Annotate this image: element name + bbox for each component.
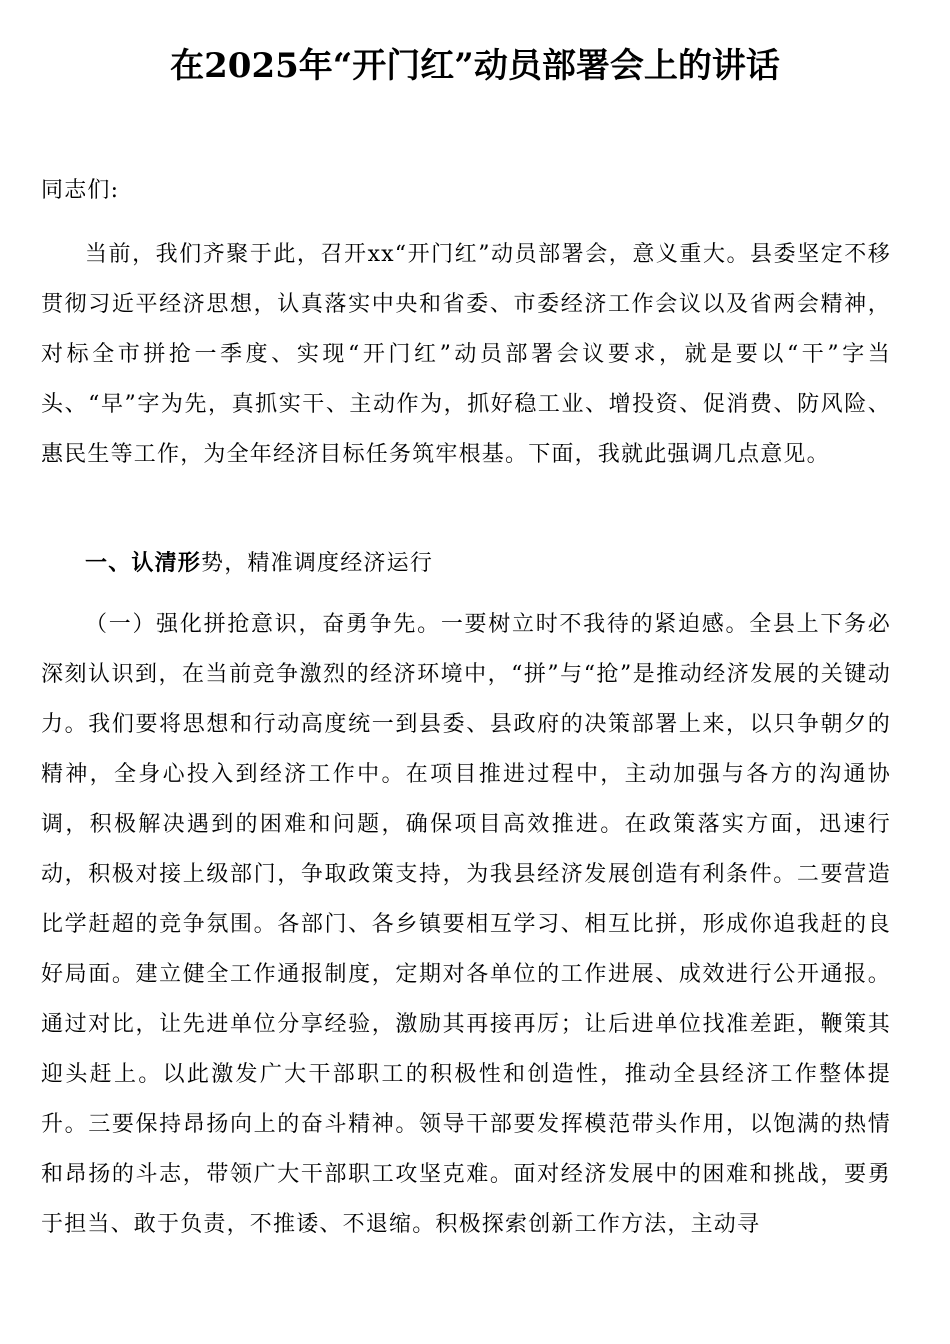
section-heading-rest: 势，精准调度经济运行 xyxy=(201,551,434,576)
intro-paragraph: 当前，我们齐聚于此，召开xx“开门红”动员部署会，意义重大。县委坚定不移贯彻习近平经济思想，认真落实中央和省委、市委经济工作会议以及省两会精神，对标全市拼抢一季度、实现“开门红”动员部署会议要求，就是要以“干”字当头、“早”字为先，真抓实干、主动作为，抓好稳工业、增投资、促消费、防风险、惠民生等工作，为全年经济目标任务筑牢根基。下面，我就此强调几点意见。 xyxy=(41,242,891,467)
body-paragraph: （一）强化拼抢意识，奋勇争先。一要树立时不我待的紧迫感。全县上下务必深刻认识到，在当前竞争激烈的经济环境中，“拼”与“抢”是推动经济发展的关键动力。我们要将思想和行动高度统一到县委、县政府的决策部署上来，以只争朝夕的精神，全身心投入到经济工作中。在项目推进过程中，主动加强与各方的沟通协调，积极解决遇到的困难和问题，确保项目高效推进。在政策落实方面，迅速行动，积极对接上级部门，争取政策支持，为我县经济发展创造有利条件。二要营造比学赶超的竞争氛围。各部门、各乡镇要相互学习、相互比拼，形成你追我赶的良好局面。建立健全工作通报制度，定期对各单位的工作进展、成效进行公开通报。通过对比，让先进单位分享经验，激励其再接再厉；让后进单位找准差距，鞭策其迎头赶上。以此激发广大干部职工的积极性和创造性，推动全县经济工作整体提升。三要保持昂扬向上的奋斗精神。领导干部要发挥模范带头作用，以饱满的热情和昂扬的斗志，带领广大干部职工攻坚克难。面对经济发展中的困难和挑战，要勇于担当、敢于负责，不推诿、不退缩。积极探索创新工作方法，主动寻 xyxy=(41,612,891,1237)
section-heading xyxy=(41,539,891,589)
salutation: 同志们: xyxy=(41,178,120,203)
section-heading-bold: 一、认清形 xyxy=(85,551,202,576)
document-title: 在2025年“开门红”动员部署会上的讲话 xyxy=(170,46,780,86)
